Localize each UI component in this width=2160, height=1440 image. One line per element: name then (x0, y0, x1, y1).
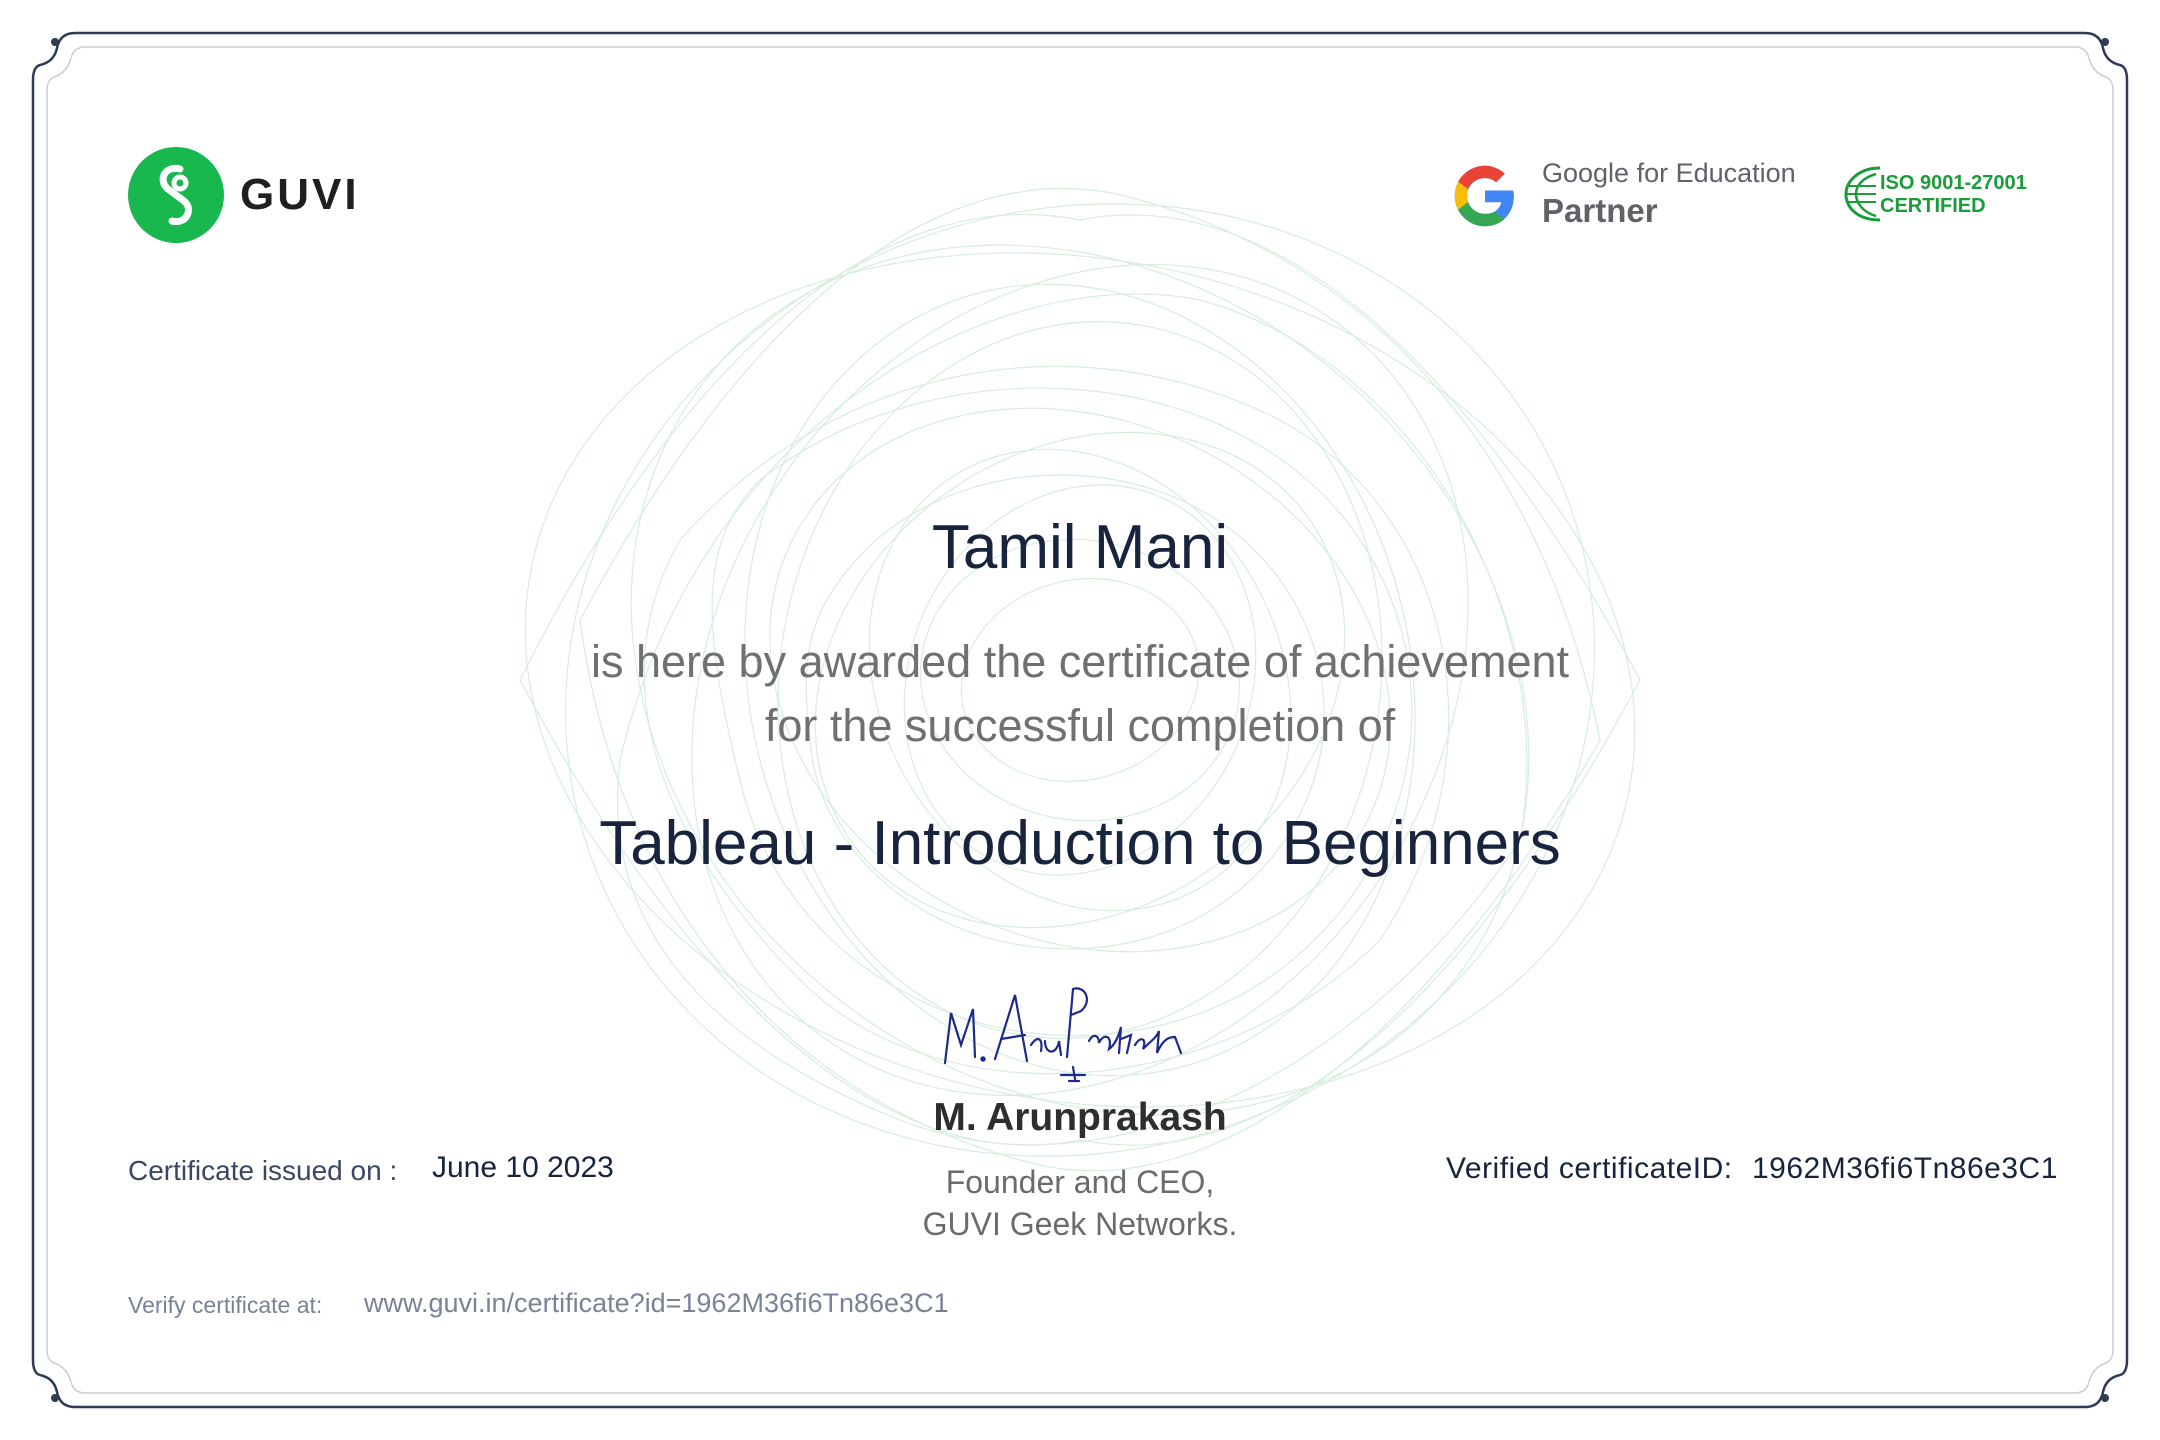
signatory-role-line2: GUVI Geek Networks. (922, 1206, 1238, 1242)
signatory-name: M. Arunprakash (933, 1096, 1227, 1139)
award-statement-line2: for the successful completion of (764, 700, 1396, 751)
guvi-logo-icon (128, 147, 224, 243)
partner-label: Partner (1542, 192, 1658, 229)
award-statement-line1: is here by awarded the certificate of achievement (590, 636, 1570, 687)
google-for-education-label: Google for Education (1542, 158, 1796, 188)
recipient-name: Tamil Mani (931, 513, 1229, 582)
issued-on-label: Certificate issued on : (128, 1155, 398, 1186)
course-title: Tableau - Introduction to Beginners (599, 809, 1561, 878)
verify-url-link[interactable]: www.guvi.in/certificate?id=1962M36fi6Tn86e3C1 (364, 1288, 949, 1318)
signatory-role-line1: Founder and CEO, (945, 1164, 1215, 1200)
iso-standard-label: ISO 9001-27001 (1880, 172, 2027, 194)
guvi-logo (128, 147, 224, 243)
verify-url-label: Verify certificate at: (128, 1292, 323, 1318)
guvi-wordmark: GUVI (240, 170, 360, 219)
signature-image (935, 975, 1235, 1085)
verified-id-value: 1962M36fi6Tn86e3C1 (1752, 1152, 2058, 1185)
verified-id-label: Verified certificateID: (1446, 1152, 1733, 1185)
google-icon (1452, 163, 1518, 229)
issued-date: June 10 2023 (432, 1151, 614, 1184)
iso-certified-label: CERTIFIED (1880, 195, 1986, 217)
